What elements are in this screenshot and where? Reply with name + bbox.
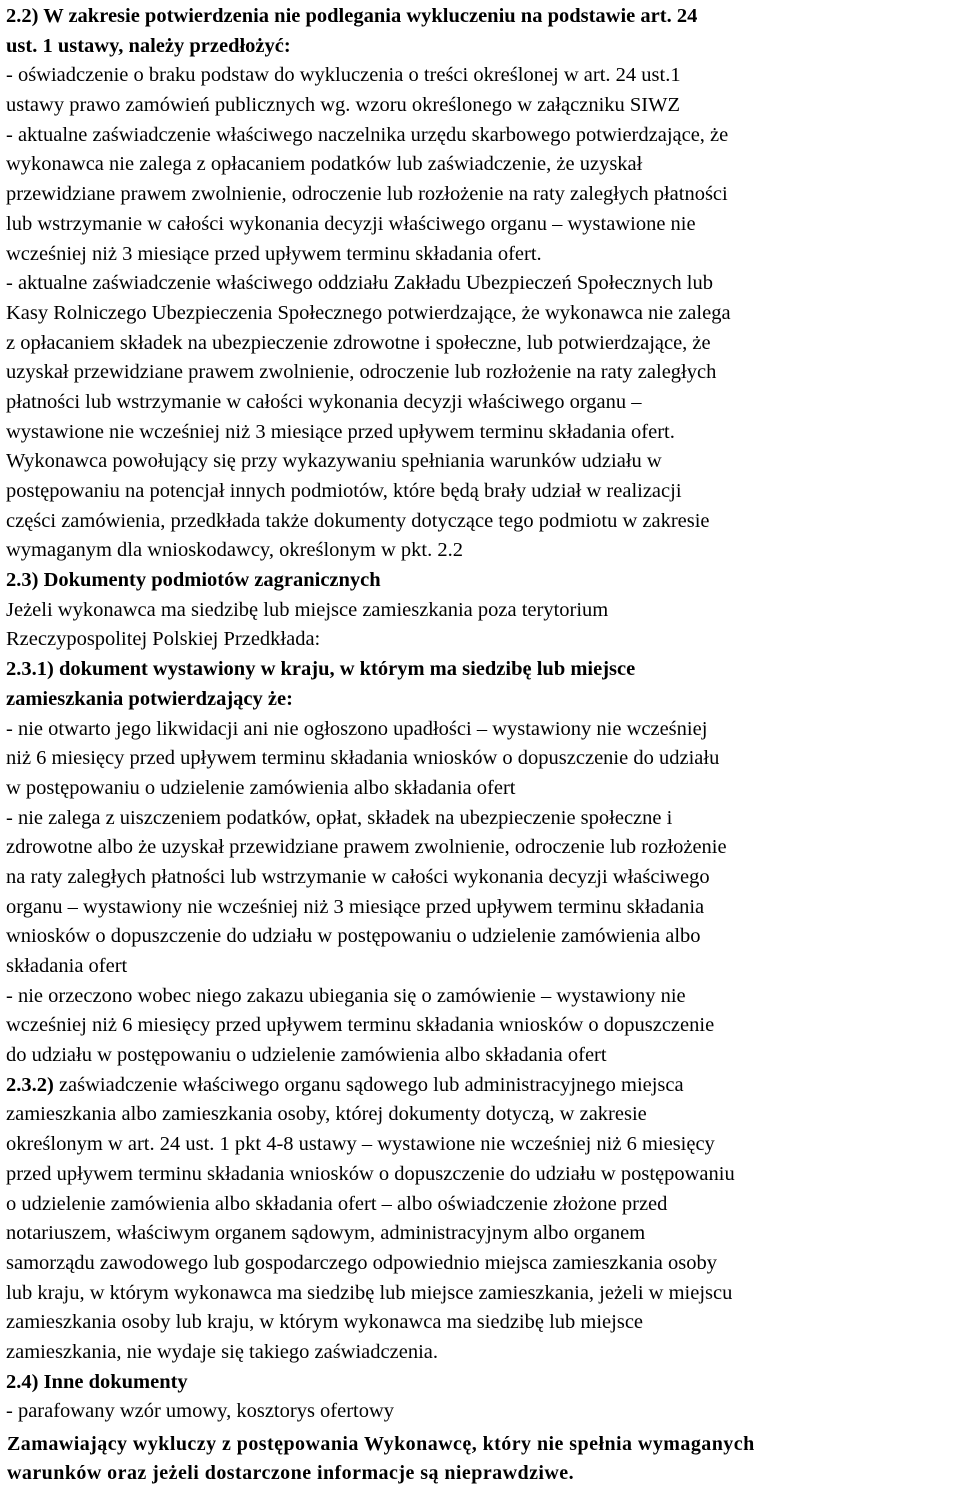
- closing-line-1: Zamawiający wykluczy z postępowania Wykonawcę, który nie spełnia wymaganych: [7, 1433, 755, 1455]
- text-line: zamieszkania potwierdzający że:: [6, 687, 293, 710]
- text-line: zdrowotne albo że uzyskał przewidziane prawem zwolnienie, odroczenie lub rozłożenie: [6, 836, 727, 859]
- text-line: o udzielenie zamówienia albo składania ofert – albo oświadczenie złożone przed: [6, 1192, 668, 1215]
- text-line: - aktualne zaświadczenie właściwego naczelnika urzędu skarbowego potwierdzające, że: [6, 123, 729, 146]
- text-line: - nie zalega z uiszczeniem podatków, opłat, składek na ubezpieczenie społeczne i: [6, 806, 673, 829]
- text-line: wystawione nie wcześniej niż 3 miesiące przed upływem terminu składania ofert.: [6, 420, 675, 443]
- text-line: 2.4) Inne dokumenty: [6, 1370, 188, 1393]
- line-text: zaświadczenie właściwego organu sądowego lub administracyjnego miejsca: [53, 1073, 684, 1096]
- text-line: lub kraju, w którym wykonawca ma siedzibę lub miejsce zamieszkania, jeżeli w miejscu: [6, 1281, 733, 1304]
- text-line: Kasy Rolniczego Ubezpieczenia Społecznego potwierdzające, że wykonawca nie zalega: [6, 301, 731, 324]
- text-line: - nie otwarto jego likwidacji ani nie ogłoszono upadłości – wystawiony nie wcześniej: [6, 717, 708, 740]
- closing-statement: [7, 1430, 957, 1488]
- closing-line-2: warunków oraz jeżeli dostarczone informacje są nieprawdziwe.: [7, 1462, 575, 1484]
- text-line: zamieszkania, nie wydaje się takiego zaświadczenia.: [6, 1340, 439, 1363]
- text-line: notariuszem, właściwym organem sądowym, administracyjnym albo organem: [6, 1222, 646, 1245]
- text-line: - parafowany wzór umowy, kosztorys ofertowy: [6, 1400, 395, 1423]
- text-line: Rzeczypospolitej Polskiej Przedkłada:: [6, 628, 321, 651]
- text-line: ust. 1 ustawy, należy przedłożyć:: [6, 34, 291, 57]
- text-line: do udziału w postępowaniu o udzielenie zamówienia albo składania ofert: [6, 1044, 607, 1067]
- text-line: Wykonawca powołujący się przy wykazywaniu spełniania warunków udziału w: [6, 450, 662, 473]
- text-line: w postępowaniu o udzielenie zamówienia albo składania ofert: [6, 776, 516, 799]
- text-line: składania ofert: [6, 955, 128, 977]
- text-line: przewidziane prawem zwolnienie, odroczenie lub rozłożenie na raty zaległych płatności: [6, 183, 728, 206]
- text-line: [6, 1071, 954, 1101]
- text-line: wcześniej niż 6 miesięcy przed upływem terminu składania wniosków o dopuszczenie: [6, 1014, 715, 1037]
- text-line: określonym w art. 24 ust. 1 pkt 4-8 ustawy – wystawione nie wcześniej niż 6 miesięcy: [6, 1133, 715, 1156]
- text-line: postępowaniu na potencjał innych podmiotów, które będą brały udział w realizacji: [6, 480, 682, 502]
- text-line: wykonawca nie zalega z opłacaniem podatków lub zaświadczenie, że uzyskał: [6, 153, 643, 176]
- text-line: - oświadczenie o braku podstaw do wykluczenia o treści określonej w art. 24 ust.1: [6, 64, 681, 87]
- text-line: samorządu zawodowego lub gospodarczego odpowiednio miejsca zamieszkania osoby: [6, 1251, 718, 1274]
- text-line: na raty zaległych płatności lub wstrzymanie w całości wykonania decyzji właściwego: [6, 865, 710, 888]
- text-line: wymaganym dla wnioskodawcy, określonym w pkt. 2.2: [6, 539, 464, 562]
- text-line: części zamówienia, przedkłada także dokumenty dotyczące tego podmiotu w zakresie: [6, 509, 710, 532]
- text-line: 2.3) Dokumenty podmiotów zagranicznych: [6, 569, 381, 592]
- text-line: ustawy prawo zamówień publicznych wg. wzoru określonego w załączniku SIWZ: [6, 94, 681, 117]
- section-number: 2.3.2): [6, 1073, 54, 1096]
- text-line: lub wstrzymanie w całości wykonania decyzji właściwego organu – wystawione nie: [6, 212, 696, 235]
- text-line: zamieszkania osoby lub kraju, w którym wykonawca ma siedzibę lub miejsce: [6, 1311, 644, 1334]
- text-line: wniosków o dopuszczenie do udziału w postępowaniu o udzielenie zamówienia albo: [6, 925, 701, 948]
- text-line: płatności lub wstrzymanie w całości wykonania decyzji właściwego organu –: [6, 390, 642, 413]
- text-line: 2.2) W zakresie potwierdzenia nie podlegania wykluczeniu na podstawie art. 24: [6, 5, 698, 27]
- text-line: wcześniej niż 3 miesiące przed upływem terminu składania ofert.: [6, 242, 542, 265]
- text-line: 2.3.1) dokument wystawiony w kraju, w którym ma siedzibę lub miejsce: [6, 658, 636, 681]
- document-body: [6, 2, 954, 1427]
- text-line: Jeżeli wykonawca ma siedzibę lub miejsce zamieszkania poza terytorium: [6, 598, 609, 621]
- text-line: uzyskał przewidziane prawem zwolnienie, odroczenie lub rozłożenie na raty zaległych: [6, 361, 717, 384]
- text-line: organu – wystawiony nie wcześniej niż 3 miesiące przed upływem terminu składania: [6, 895, 705, 918]
- text-line: - nie orzeczono wobec niego zakazu ubiegania się o zamówienie – wystawiony nie: [6, 984, 686, 1007]
- text-line: niż 6 miesięcy przed upływem terminu składania wniosków o dopuszczenie do udziału: [6, 747, 720, 770]
- text-line: z opłacaniem składek na ubezpieczenie zdrowotne i społeczne, lub potwierdzające, że: [6, 331, 711, 354]
- text-line: - aktualne zaświadczenie właściwego oddziału Zakładu Ubezpieczeń Społecznych lub: [6, 272, 713, 295]
- text-line: przed upływem terminu składania wniosków o dopuszczenie do udziału w postępowaniu: [6, 1162, 735, 1185]
- text-line: zamieszkania albo zamieszkania osoby, której dokumenty dotyczą, w zakresie: [6, 1103, 647, 1126]
